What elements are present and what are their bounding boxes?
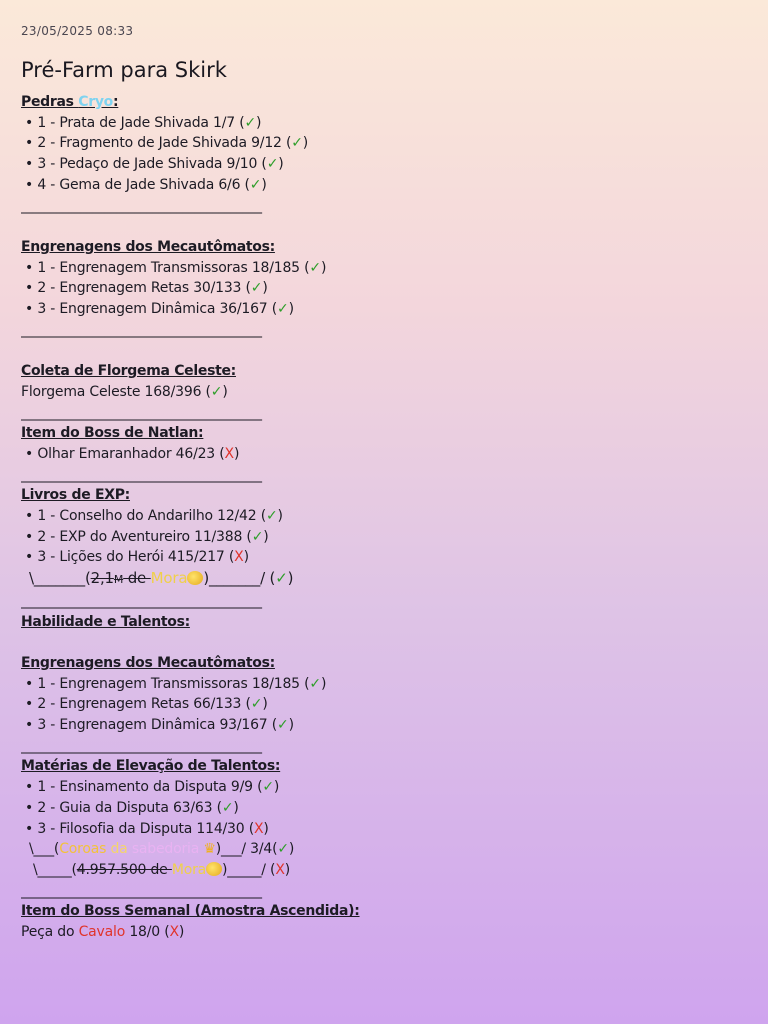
section-heading-engrenagens-talentos: Engrenagens dos Mecautômatos:	[21, 654, 275, 671]
list-item: • 3 - Pedaço de Jade Shivada 9/10 (✓)	[21, 154, 351, 175]
section-heading-boss-semanal: Item do Boss Semanal (Amostra Ascendida):	[21, 903, 360, 920]
list-item: • 1 - Engrenagem Transmissoras 18/185 (✓)	[21, 674, 351, 695]
list-item: • 3 - Engrenagem Dinâmica 36/167 (✓)	[21, 299, 351, 320]
mora-coin-icon	[206, 862, 222, 876]
check-icon: ✓	[309, 675, 321, 692]
check-icon: ✓	[309, 259, 321, 276]
section-heading-materias: Matérias de Elevação de Talentos:	[21, 758, 281, 775]
list-item: • 3 - Filosofia da Disputa 114/30 (X)	[21, 819, 351, 840]
list-item: • 3 - Lições do Herói 415/217 (X)	[21, 547, 351, 568]
section-heading-engrenagens: Engrenagens dos Mecautômatos:	[21, 238, 275, 255]
mora-summary-line: \_______(2,1M de Mora )_______/ (✓)	[29, 569, 294, 588]
crown-icon: ♛	[203, 841, 216, 858]
list-item: • 2 - Fragmento de Jade Shivada 9/12 (✓)	[21, 133, 351, 154]
divider: ________________________________________	[21, 197, 261, 214]
list-item: • 1 - Conselho do Andarilho 12/42 (✓)	[21, 506, 351, 527]
note-document	[21, 24, 360, 943]
check-icon: ✓	[262, 779, 274, 796]
timestamp: 23/05/2025 08:33	[21, 24, 134, 38]
check-icon: ✓	[275, 569, 288, 588]
check-icon: ✓	[250, 696, 263, 713]
section-heading-habilidade: Habilidade e Talentos:	[21, 613, 190, 630]
list-item: • 1 - Engrenagem Transmissoras 18/185 (✓)	[21, 258, 351, 279]
check-icon: ✓	[291, 135, 303, 152]
check-icon: ✓	[277, 841, 289, 858]
section-heading-florgema: Coleta de Florgema Celeste:	[21, 363, 236, 380]
cross-icon: X	[169, 924, 179, 941]
section-heading-pedras: Pedras Cryo:	[21, 94, 119, 110]
list-item: • 4 - Gema de Jade Shivada 6/6 (✓)	[21, 175, 351, 196]
check-icon: ✓	[244, 114, 257, 131]
section-heading-boss-natlan: Item do Boss de Natlan:	[21, 425, 204, 442]
mora-coin-icon	[187, 571, 203, 585]
list-item: • 3 - Engrenagem Dinâmica 93/167 (✓)	[21, 715, 351, 736]
list-item: • 2 - Guia da Disputa 63/63 (✓)	[21, 798, 351, 819]
check-icon: ✓	[277, 301, 289, 318]
check-icon: ✓	[277, 717, 289, 734]
cross-icon: X	[275, 861, 285, 878]
list-item: • Olhar Emaranhador 46/23 (X)	[21, 444, 351, 465]
list-item: Peça do Cavalo 18/0 (X)	[21, 924, 185, 941]
divider: ________________________________________	[21, 466, 261, 483]
mora-summary-line: \_____(4.957.500 de Mora )_____/ (X)	[33, 861, 290, 878]
check-icon: ✓	[210, 383, 223, 400]
coroas-summary-line: \___(Coroas da sabedoria ♛)___/ 3/4(✓)	[29, 841, 295, 858]
list-item: • 1 - Ensinamento da Disputa 9/9 (✓)	[21, 777, 351, 798]
cross-icon: X	[224, 445, 234, 462]
section-heading-livros: Livros de EXP:	[21, 487, 130, 504]
divider: ________________________________________	[21, 592, 261, 609]
list-item: • 2 - Engrenagem Retas 66/133 (✓)	[21, 694, 351, 715]
list-item: • 2 - Engrenagem Retas 30/133 (✓)	[21, 278, 351, 299]
check-icon: ✓	[221, 799, 234, 816]
cross-icon: X	[253, 820, 264, 837]
list-item: Florgema Celeste 168/396 (✓)	[21, 383, 228, 400]
check-icon: ✓	[266, 156, 279, 173]
page-title: Pré-Farm para Skirk	[21, 58, 227, 82]
list-item: • 2 - EXP do Aventureiro 11/388 (✓)	[21, 527, 351, 548]
check-icon: ✓	[251, 528, 264, 545]
check-icon: ✓	[265, 508, 278, 525]
check-icon: ✓	[249, 176, 262, 193]
divider: ________________________________________	[21, 321, 261, 338]
check-icon: ✓	[250, 280, 263, 297]
divider: ________________________________________	[21, 737, 261, 754]
divider: ________________________________________	[21, 882, 261, 899]
cross-icon: X	[234, 549, 244, 566]
divider: ________________________________________	[21, 404, 261, 421]
list-item: • 1 - Prata de Jade Shivada 1/7 (✓)	[21, 113, 351, 134]
